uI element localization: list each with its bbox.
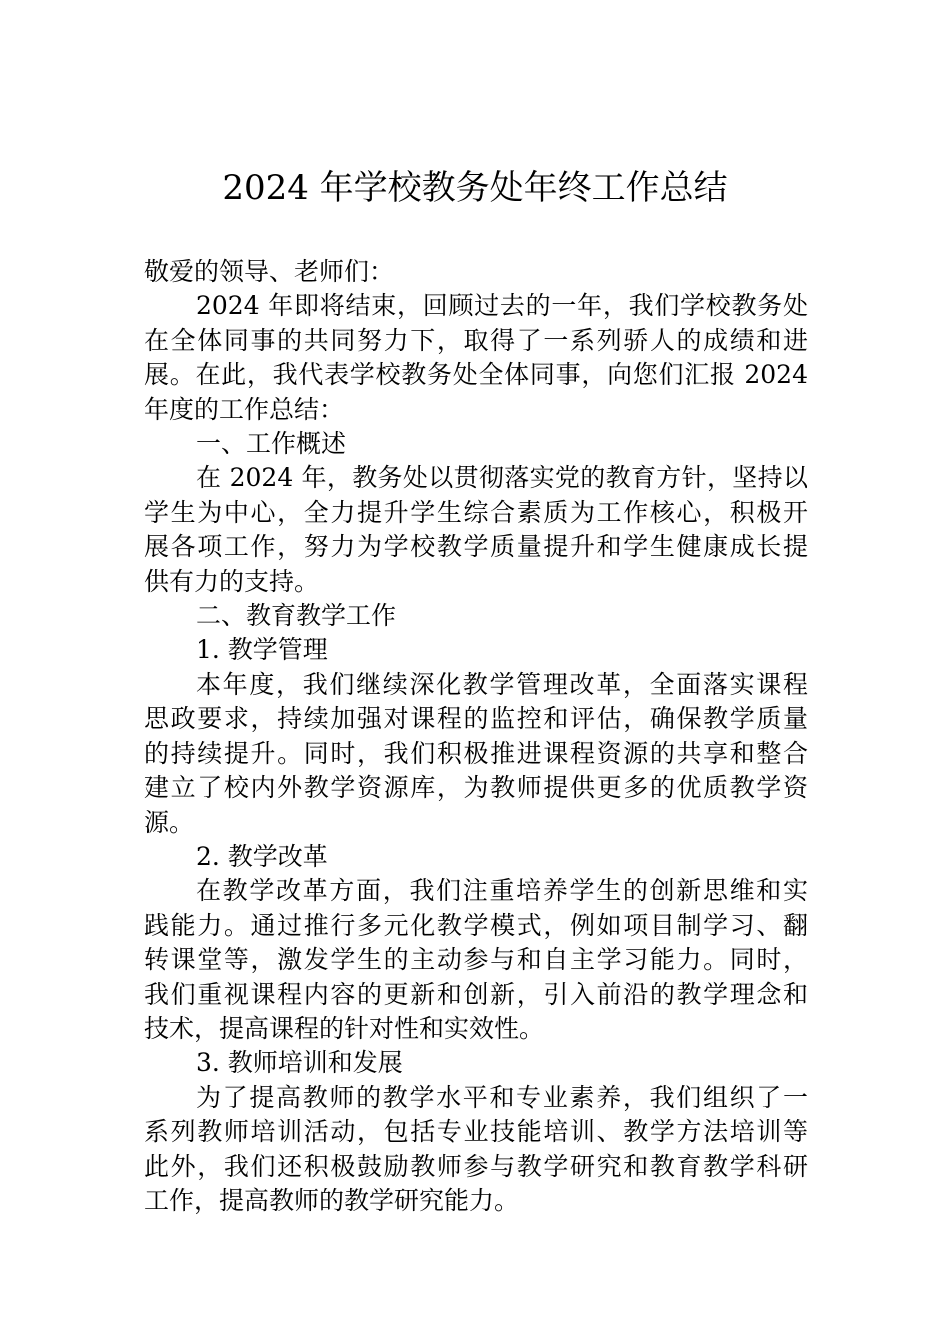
text-line: 在全体同事的共同努力下，取得了一系列骄人的成绩和进 xyxy=(144,325,808,355)
text-line: 此外，我们还积极鼓励教师参与教学研究和教育教学科研 xyxy=(144,1151,808,1181)
text-line: 2. 教学改革 xyxy=(196,841,328,871)
text-line: 为了提高教师的教学水平和专业素养，我们组织了一 xyxy=(196,1082,808,1112)
text-line: 转课堂等，激发学生的主动参与和自主学习能力。同时， xyxy=(144,945,808,975)
text-line: 2024 年即将结束，回顾过去的一年，我们学校教务处 xyxy=(196,291,808,321)
text-line: 系列教师培训活动，包括专业技能培训、教学方法培训等 xyxy=(144,1117,808,1147)
text-line: 展。在此，我代表学校教务处全体同事，向您们汇报 2024 xyxy=(144,360,808,390)
text-line: 一、工作概述 xyxy=(196,429,347,459)
text-line: 我们重视课程内容的更新和创新，引入前沿的教学理念和 xyxy=(144,979,808,1009)
text-line: 工作，提高教师的教学研究能力。 xyxy=(144,1185,520,1215)
text-line: 技术，提高课程的针对性和实效性。 xyxy=(144,1013,545,1043)
text-line: 3. 教师培训和发展 xyxy=(196,1048,403,1078)
text-line: 本年度，我们继续深化教学管理改革，全面落实课程 xyxy=(196,669,808,699)
text-line: 1. 教学管理 xyxy=(196,635,328,665)
text-line: 在教学改革方面，我们注重培养学生的创新思维和实 xyxy=(196,876,808,906)
text-line: 敬爱的领导、老师们： xyxy=(144,257,395,286)
text-line: 源。 xyxy=(144,807,195,837)
text-line: 在 2024 年，教务处以贯彻落实党的教育方针，坚持以 xyxy=(196,463,808,493)
text-line: 年度的工作总结： xyxy=(144,394,345,424)
text-line: 建立了校内外教学资源库，为教师提供更多的优质教学资 xyxy=(144,773,808,803)
text-line: 践能力。通过推行多元化教学模式，例如项目制学习、翻 xyxy=(144,910,808,940)
text-line: 二、教育教学工作 xyxy=(196,601,397,631)
text-line: 的持续提升。同时，我们积极推进课程资源的共享和整合 xyxy=(144,738,808,768)
document-body xyxy=(144,255,808,1218)
text-line: 展各项工作，努力为学校教学质量提升和学生健康成长提 xyxy=(144,532,808,562)
text-line: 思政要求，持续加强对课程的监控和评估，确保教学质量 xyxy=(144,704,808,734)
text-line: 供有力的支持。 xyxy=(144,566,320,596)
text-line: 学生为中心，全力提升学生综合素质为工作核心，积极开 xyxy=(144,497,808,527)
document-title: 2024 年学校教务处年终工作总结 xyxy=(222,168,728,208)
